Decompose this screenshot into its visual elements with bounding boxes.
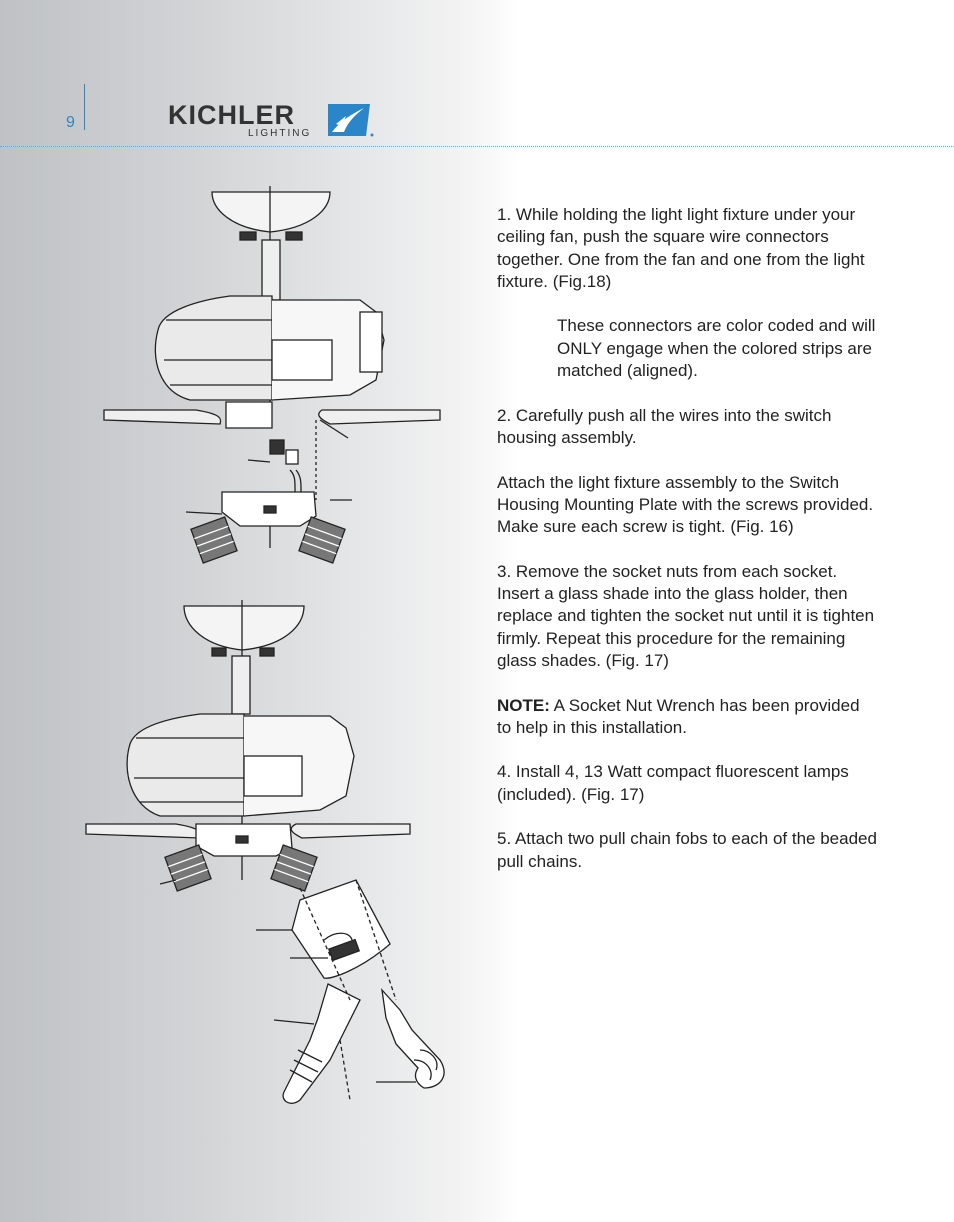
step-4: 4. Install 4, 13 Watt compact fluorescent lamps (included). (Fig. 17) — [497, 762, 849, 804]
note — [497, 695, 877, 740]
step-1: 1. While holding the light light fixture under your ceiling fan, push the square wire connectors together. One from the fan and one from the light fixture. (Fig.18) — [497, 205, 865, 291]
logo-wordmark: KICHLER — [168, 100, 295, 130]
note-label: NOTE: — [497, 695, 550, 715]
step-5: 5. Attach two pull chain fobs to each of the beaded pull chains. — [497, 829, 877, 871]
logo-subtitle: LIGHTING — [248, 128, 312, 139]
header-divider — [84, 84, 85, 130]
installation-illustration — [0, 150, 470, 1110]
fan-figure-top — [104, 186, 440, 563]
step-3: 3. Remove the socket nuts from each socket. Insert a glass shade into the glass holder, then replace and tighten the socket nut until it is tighten firmly. Repeat this procedure for the remaining glass shades. (Fig. 17) — [497, 561, 875, 670]
note-text: A Socket Nut Wrench has been provided to help in this installation. — [497, 695, 860, 737]
step-1-note: These connectors are color coded and will ONLY engage when the colored strips are matched (aligned). — [557, 316, 876, 381]
logo-bird-icon — [326, 102, 376, 138]
instructions-text — [497, 204, 877, 895]
fan-figure-bottom — [86, 600, 444, 1103]
step-2: 2. Carefully push all the wires into the switch housing assembly. — [497, 405, 832, 447]
header-dotted-rule — [0, 146, 954, 147]
page-number: 9 — [66, 114, 75, 131]
step-2-attach: Attach the light fixture assembly to the Switch Housing Mounting Plate with the screws provided. Make sure each screw is tight. (Fig. 16) — [497, 472, 874, 537]
